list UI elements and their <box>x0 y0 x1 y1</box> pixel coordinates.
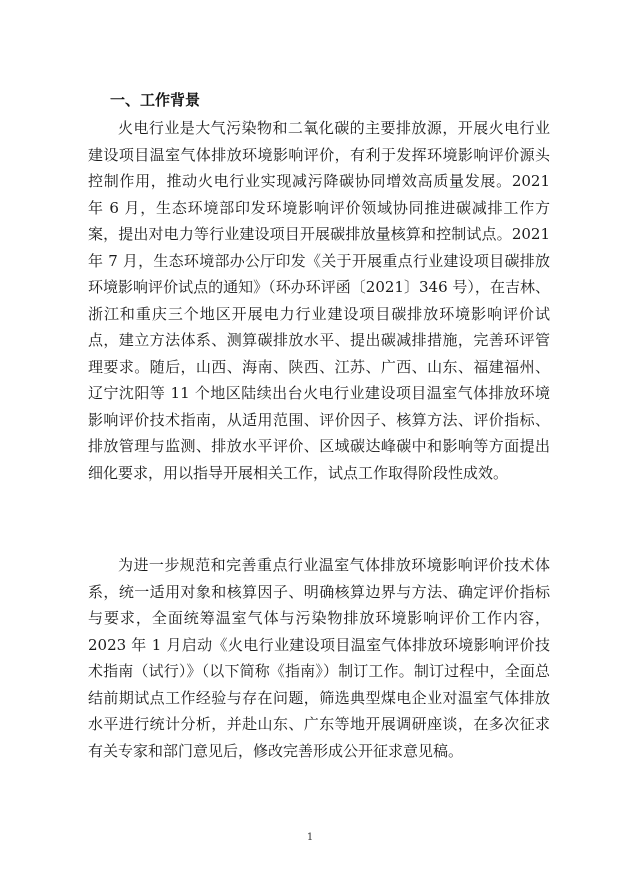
paragraph-guideline-development: 为进一步规范和完善重点行业温室气体排放环境影响评价技术体系，统一适用对象和核算因子、明确核算边界与方法、确定评价指标与要求，全面统筹温室气体与污染物排放环境影响评价工作内容，2023 年 1 月启动《火电行业建设项目温室气体排放环境影响评价技术指南（试行）》（以下简称《指南》）制订工作。制订过程中，全面总结前期试点工作经验与存在问题，筛选典型煤电企业对温室气体排放水平进行统计分析，并赴山东、广东等地开展调研座谈，在多次征求有关专家和部门意见后，修改完善形成公开征求意见稿。 <box>88 556 550 760</box>
paragraph-work-background: 火电行业是大气污染物和二氧化碳的主要排放源，开展火电行业建设项目温室气体排放环境影响评价，有利于发挥环境影响评价源头控制作用，推动火电行业实现减污降碳协同增效高质量发展。2021 年 6 月，生态环境部印发环境影响评价领域协同推进碳减排工作方案，提出对电力等行业建设项目开展碳排放量核算和控制试点。2021 年 7 月，生态环境部办公厅印发《关于开展重点行业建设项目碳排放环境影响评价试点的通知》（环办环评函〔2021〕346 号），在吉林、浙江和重庆三个地区开展电力行业建设项目碳排放环境影响评价试点，建立方法体系、测算碳排放水平、提出碳减排措施，完善环评管理要求。随后，山西、海南、陕西、江苏、广西、山东、福建福州、辽宁沈阳等 11 个地区陆续出台火电行业建设项目温室气体排放环境影响评价技术指南，从适用范围、评价因子、核算方法、评价指标、排放管理与监测、排放水平评价、区域碳达峰碳中和影响等方面提出细化要求，用以指导开展相关工作，试点工作取得阶段性成效。 <box>88 119 550 482</box>
section-heading: 一、工作背景 <box>110 91 201 109</box>
page-number: 1 <box>306 832 314 843</box>
